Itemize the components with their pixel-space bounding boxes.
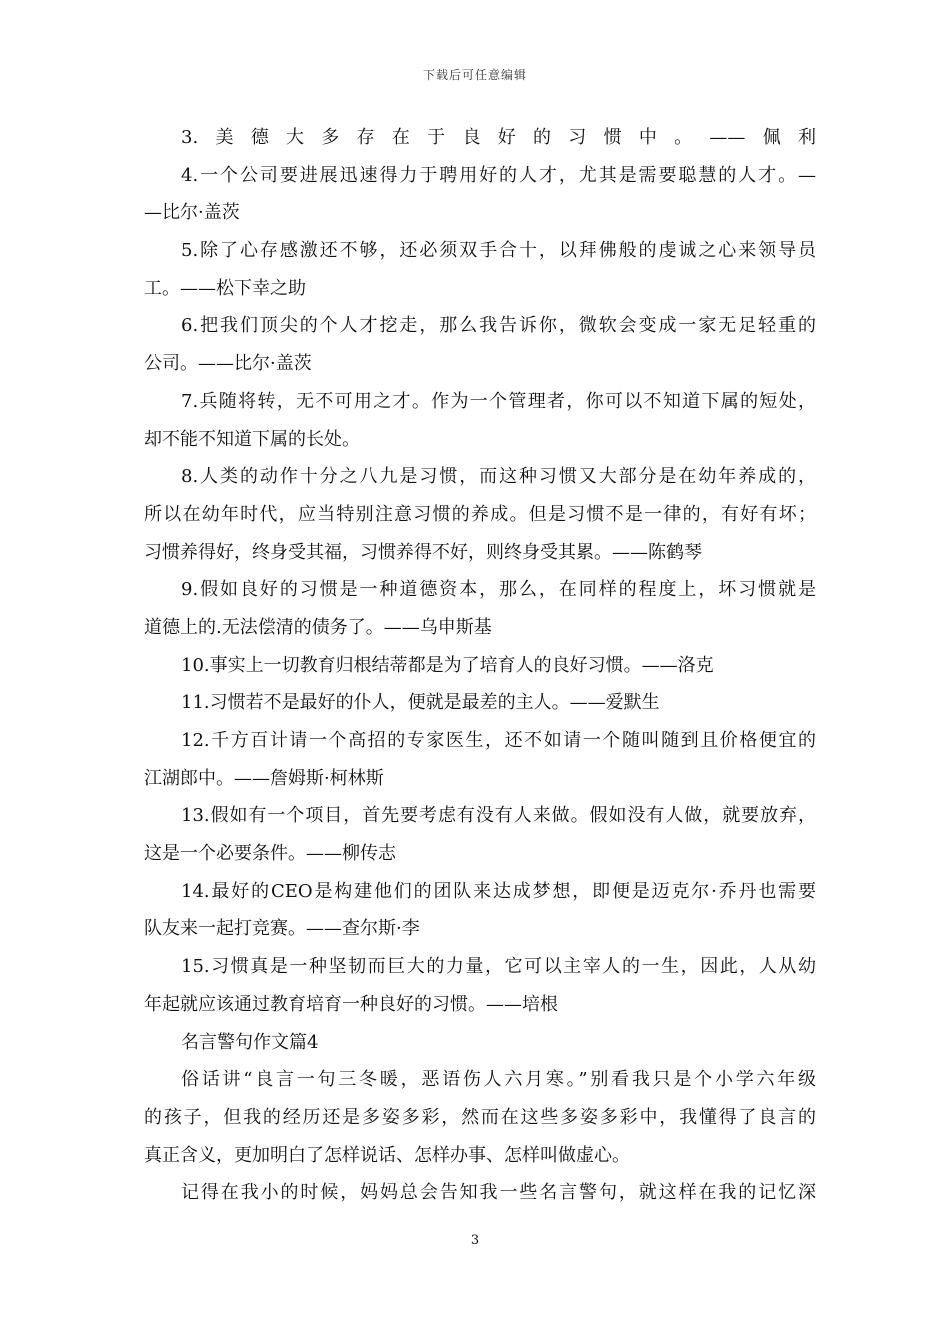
section-heading: 名言警句作文篇4 (181, 1031, 319, 1053)
page-header: 下载后可任意编辑 (422, 68, 527, 82)
text-line: 俗话讲“良言一句三冬暖，恶语伤人六月寒。”别看我只是个小学六年级 (181, 1069, 816, 1091)
text-line: 队友来一起打竞赛。——查尔斯·李 (144, 918, 420, 940)
text-line: 公司。——比尔·盖茨 (144, 353, 312, 375)
text-line: 的孩子，但我的经历还是多姿多彩，然而在这些多姿多彩中，我懂得了良言的 (144, 1106, 816, 1128)
text-line: 14.最好的CEO是构建他们的团队来达成梦想，即便是迈克尔·乔丹也需要 (181, 880, 816, 902)
text-line: 10.事实上一切教育归根结蒂都是为了培育人的良好习惯。——洛克 (181, 654, 714, 676)
text-line: 4.一个公司要进展迅速得力于聘用好的人才，尤其是需要聪慧的人才。— (181, 164, 816, 186)
text-line: 5.除了心存感激还不够，还必须双手合十，以拜佛般的虔诚之心来领导员 (181, 240, 816, 262)
text-line: 12.千方百计请一个高招的专家医生，还不如请一个随叫随到且价格便宜的 (181, 730, 816, 751)
text-line: 记得在我小的时候，妈妈总会告知我一些名言警句，就这样在我的记忆深 (181, 1182, 816, 1204)
text-line: 却不能不知道下属的长处。 (144, 428, 360, 450)
text-line: 道德上的.无法偿清的债务了。——乌申斯基 (144, 616, 492, 638)
text-line: —比尔·盖茨 (144, 202, 240, 224)
text-line: 6.把我们顶尖的个人才挖走，那么我告诉你，微软会变成一家无足轻重的 (181, 315, 816, 337)
page-number: 3 (470, 1233, 480, 1248)
text-line: 工。——松下幸之助 (144, 277, 306, 299)
document-body (144, 119, 816, 1212)
text-line: 8.人类的动作十分之八九是习惯，而这种习惯又大部分是在幼年养成的， (181, 466, 816, 488)
text-line: 习惯养得好，终身受其福，习惯养得不好，则终身受其累。——陈鹤琴 (144, 541, 702, 563)
text-line: 真正含义，更加明白了怎样说话、怎样办事、怎样叫做虚心。 (144, 1144, 630, 1166)
text-line: 3.美德大多存在于良好的习惯中。——佩利 (181, 127, 816, 148)
text-line: 江湖郎中。——詹姆斯·柯林斯 (144, 767, 384, 789)
text-line: 13.假如有一个项目，首先要考虑有没有人来做。假如没有人做，就要放弃， (181, 805, 816, 827)
text-line: 15.习惯真是一种坚韧而巨大的力量，它可以主宰人的一生，因此，人从幼 (181, 956, 816, 978)
text-line: 年起就应该通过教育培育一种良好的习惯。——培根 (144, 993, 558, 1015)
text-line: 9.假如良好的习惯是一种道德资本，那么，在同样的程度上，坏习惯就是 (181, 579, 816, 601)
text-line: 7.兵随将转，无不可用之才。作为一个管理者，你可以不知道下属的短处， (181, 390, 816, 412)
text-line: 11.习惯若不是最好的仆人，便就是最差的主人。——爱默生 (181, 692, 660, 714)
text-line: 所以在幼年时代，应当特别注意习惯的养成。但是习惯不是一律的，有好有坏； (144, 503, 816, 525)
text-line: 这是一个必要条件。——柳传志 (144, 843, 396, 865)
